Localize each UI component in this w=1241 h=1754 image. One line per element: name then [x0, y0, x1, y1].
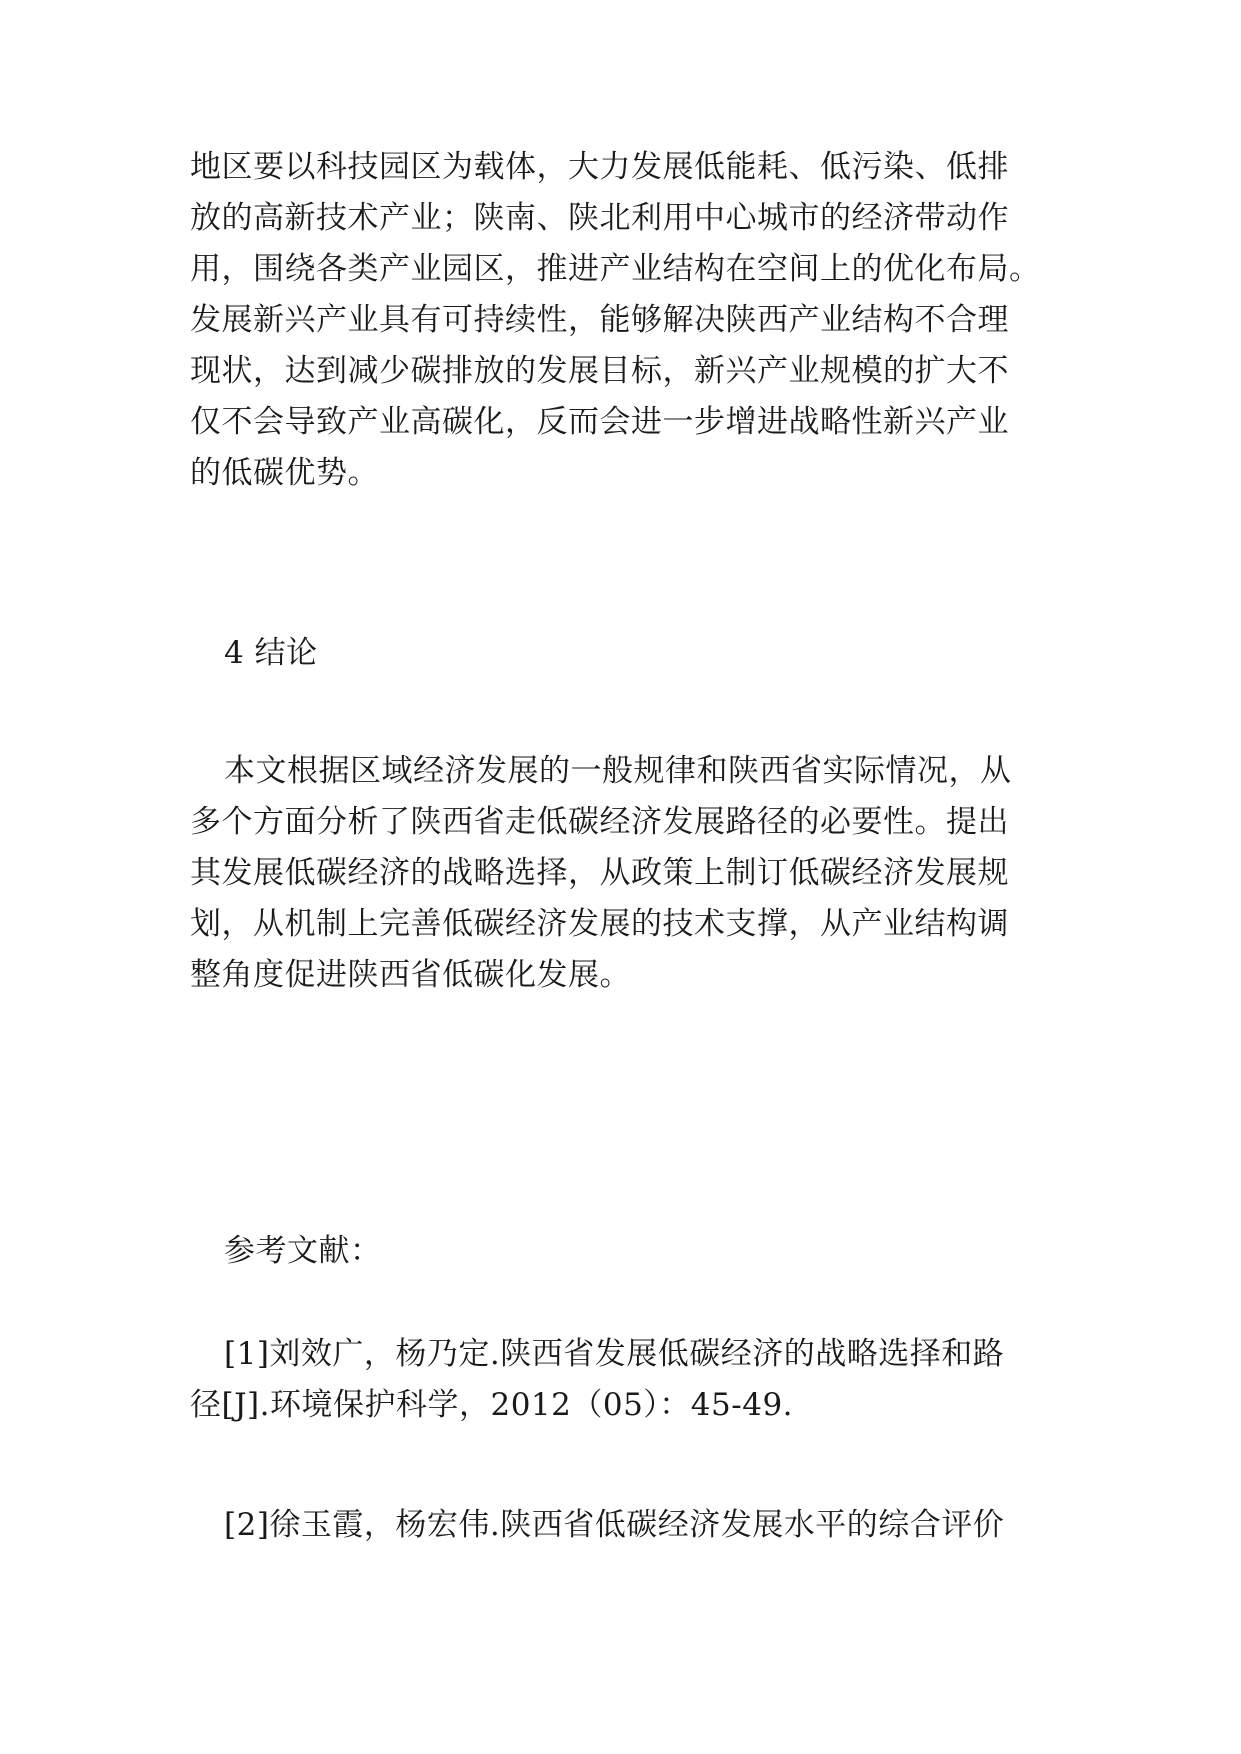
- references-heading: [190, 1226, 1060, 1277]
- reference-line: [1]刘效广，杨乃定.陕西省发展低碳经济的战略选择和路: [224, 1336, 1005, 1372]
- paragraph-line: 放的高新技术产业；陕南、陕北利用中心城市的经济带动作: [190, 200, 1009, 236]
- paragraph-line: 发展新兴产业具有可持续性，能够解决陕西产业结构不合理: [190, 302, 1009, 338]
- reference-entry: [190, 1500, 1060, 1551]
- paragraph-line: 地区要以科技园区为载体，大力发展低能耗、低污染、低排: [190, 149, 1009, 185]
- paragraph-line: 的低碳优势。: [190, 455, 379, 491]
- paragraph-line: 仅不会导致产业高碳化，反而会进一步增进战略性新兴产业: [190, 404, 1009, 440]
- paragraph-line: 本文根据区域经济发展的一般规律和陕西省实际情况，从: [224, 753, 1012, 789]
- reference-line: [2]徐玉霞，杨宏伟.陕西省低碳经济发展水平的综合评价: [224, 1507, 1005, 1543]
- paragraph-line: 多个方面分析了陕西省走低碳经济发展路径的必要性。提出: [190, 804, 1009, 840]
- section-heading: [190, 628, 1060, 679]
- body-paragraph: [190, 142, 1060, 499]
- reference-entry: [190, 1329, 1060, 1431]
- paragraph-line: 其发展低碳经济的战略选择，从政策上制订低碳经济发展规: [190, 855, 1009, 891]
- paragraph-line: 整角度促进陕西省低碳化发展。: [190, 957, 631, 993]
- conclusion-paragraph: [190, 746, 1060, 1001]
- references-heading-text: 参考文献：: [224, 1233, 382, 1269]
- reference-line: 径[J].环境保护科学，2012（05）：45-49.: [190, 1387, 794, 1423]
- paragraph-line: 用，围绕各类产业园区，推进产业结构在空间上的优化布局。: [190, 251, 1041, 287]
- section-heading-text: 4 结论: [224, 635, 318, 671]
- paragraph-line: 划，从机制上完善低碳经济发展的技术支撑，从产业结构调: [190, 906, 1009, 942]
- paragraph-line: 现状，达到减少碳排放的发展目标，新兴产业规模的扩大不: [190, 353, 1009, 389]
